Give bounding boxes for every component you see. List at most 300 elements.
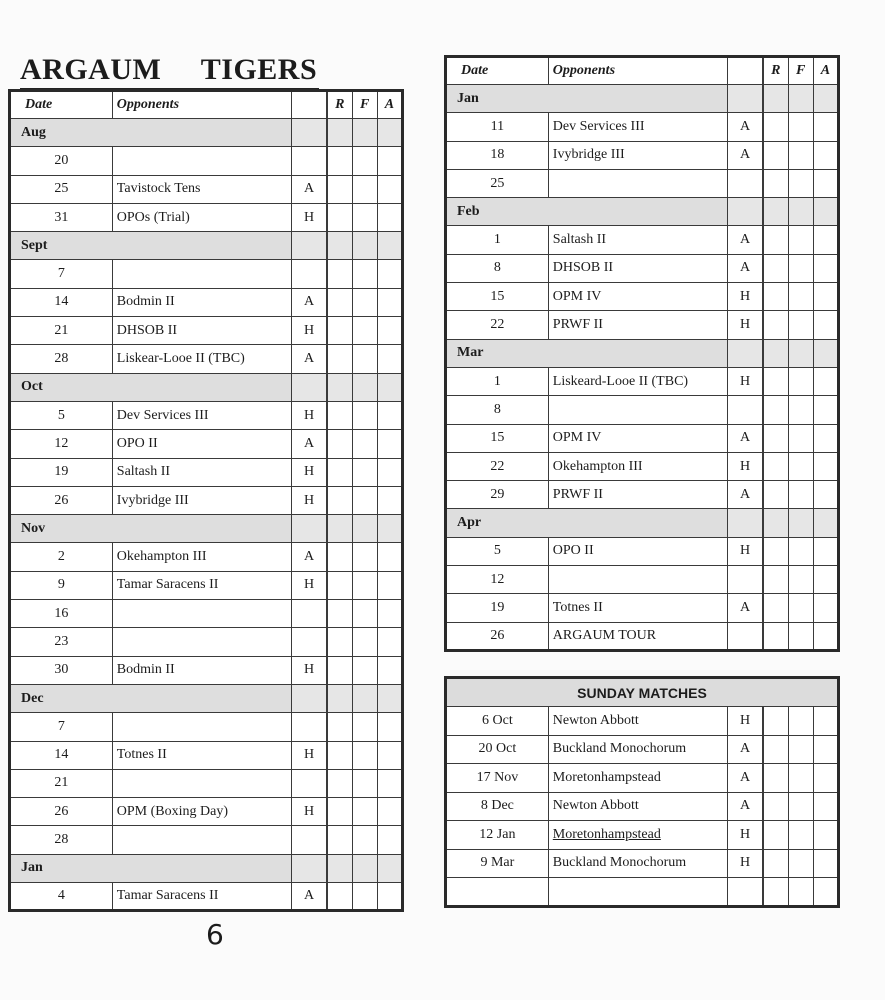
points-against-cell	[813, 226, 838, 254]
sunday-fixture-row	[446, 821, 839, 850]
fixture-venue: A	[728, 226, 763, 254]
month-label: Sept	[10, 232, 292, 260]
month-band	[788, 85, 813, 113]
points-for-cell	[788, 566, 813, 594]
month-label: Feb	[446, 198, 728, 226]
fixture-opponent	[548, 396, 727, 424]
month-row	[446, 198, 839, 226]
result-cell	[327, 345, 352, 373]
fixture-venue	[292, 260, 327, 288]
fixture-date: 26	[446, 622, 549, 650]
points-for-cell	[788, 283, 813, 311]
points-for-cell	[788, 849, 813, 878]
fixture-venue: A	[728, 113, 763, 141]
points-for-cell	[352, 628, 377, 656]
fixture-row	[10, 260, 403, 288]
venue-header	[728, 57, 763, 85]
fixture-date: 12	[10, 430, 113, 458]
fixture-row	[446, 424, 839, 452]
month-band	[292, 684, 327, 712]
sunday-venue: H	[728, 821, 763, 850]
month-band	[813, 85, 838, 113]
fixture-date: 19	[10, 458, 113, 486]
points-against-cell	[377, 203, 402, 231]
month-row	[10, 232, 403, 260]
fixtures-right-body	[446, 57, 839, 651]
fixture-opponent: OPM IV	[548, 283, 727, 311]
fixture-row	[10, 147, 403, 175]
fixture-venue: A	[728, 254, 763, 282]
points-against-cell	[813, 594, 838, 622]
fixture-opponent: Ivybridge III	[548, 141, 727, 169]
fixture-venue: H	[728, 537, 763, 565]
points-for-cell	[352, 260, 377, 288]
points-for-cell	[352, 203, 377, 231]
fixture-row	[10, 826, 403, 854]
points-against-cell	[377, 656, 402, 684]
month-band	[813, 198, 838, 226]
month-band	[377, 232, 402, 260]
fixture-opponent: Tamar Saracens II	[112, 571, 291, 599]
fixture-opponent	[548, 566, 727, 594]
sunday-opponent: Buckland Monochorum	[548, 849, 727, 878]
points-against-cell	[377, 769, 402, 797]
points-for-cell	[788, 226, 813, 254]
fixture-opponent: Bodmin II	[112, 288, 291, 316]
fixture-row	[446, 594, 839, 622]
points-for-cell	[352, 345, 377, 373]
header-row	[10, 91, 403, 119]
points-for-cell	[788, 878, 813, 907]
fixture-date: 7	[10, 713, 113, 741]
fixture-venue	[728, 396, 763, 424]
title-word-2: TIGERS	[200, 53, 318, 86]
points-for-cell	[788, 311, 813, 339]
points-for-cell	[788, 622, 813, 650]
result-cell	[327, 147, 352, 175]
result-cell	[763, 821, 788, 850]
points-for-cell	[788, 452, 813, 480]
r-header: R	[763, 57, 788, 85]
fixture-venue: H	[728, 367, 763, 395]
fixture-row	[10, 401, 403, 429]
sunday-venue: A	[728, 735, 763, 764]
points-against-cell	[813, 367, 838, 395]
fixture-row	[10, 203, 403, 231]
fixture-date: 15	[446, 424, 549, 452]
fixture-date: 9	[10, 571, 113, 599]
fixture-row	[10, 741, 403, 769]
points-for-cell	[352, 430, 377, 458]
fixture-opponent: Tamar Saracens II	[112, 883, 291, 911]
points-for-cell	[352, 486, 377, 514]
fixture-date: 26	[10, 798, 113, 826]
result-cell	[327, 486, 352, 514]
month-label: Oct	[10, 373, 292, 401]
fixture-row	[10, 430, 403, 458]
result-cell	[327, 260, 352, 288]
sunday-date: 6 Oct	[446, 707, 549, 736]
fixture-row	[10, 713, 403, 741]
month-label: Mar	[446, 339, 728, 367]
month-band	[377, 684, 402, 712]
points-for-cell	[788, 424, 813, 452]
result-cell	[763, 254, 788, 282]
fixture-opponent	[112, 600, 291, 628]
month-band	[292, 373, 327, 401]
points-against-cell	[813, 254, 838, 282]
sunday-matches-table	[444, 676, 840, 908]
fixture-opponent	[112, 713, 291, 741]
fixture-venue: A	[292, 288, 327, 316]
fixture-venue: H	[728, 452, 763, 480]
points-against-cell	[813, 849, 838, 878]
fixture-date: 22	[446, 452, 549, 480]
result-cell	[763, 113, 788, 141]
fixture-row	[10, 883, 403, 911]
fixtures-left-body	[10, 91, 403, 911]
month-band	[728, 509, 763, 537]
month-band	[352, 373, 377, 401]
f-header: F	[352, 91, 377, 119]
month-band	[788, 198, 813, 226]
result-cell	[327, 288, 352, 316]
fixture-opponent: Liskear-Looe II (TBC)	[112, 345, 291, 373]
points-against-cell	[377, 345, 402, 373]
fixture-row	[10, 543, 403, 571]
result-cell	[327, 571, 352, 599]
points-for-cell	[788, 169, 813, 197]
month-band	[377, 373, 402, 401]
result-cell	[763, 764, 788, 793]
result-cell	[763, 226, 788, 254]
points-for-cell	[352, 571, 377, 599]
fixture-venue: H	[292, 741, 327, 769]
sunday-date	[446, 878, 549, 907]
points-for-cell	[352, 543, 377, 571]
result-cell	[763, 594, 788, 622]
fixture-row	[446, 226, 839, 254]
points-for-cell	[352, 288, 377, 316]
result-cell	[763, 622, 788, 650]
sunday-opponent: Moretonhampstead	[548, 764, 727, 793]
points-for-cell	[352, 147, 377, 175]
fixture-row	[10, 288, 403, 316]
points-against-cell	[813, 452, 838, 480]
points-for-cell	[352, 600, 377, 628]
result-cell	[763, 707, 788, 736]
points-against-cell	[813, 764, 838, 793]
points-against-cell	[813, 113, 838, 141]
month-row	[10, 684, 403, 712]
month-band	[377, 854, 402, 882]
fixture-venue	[292, 628, 327, 656]
result-cell	[763, 792, 788, 821]
points-for-cell	[352, 317, 377, 345]
sunday-fixture-row	[446, 735, 839, 764]
points-against-cell	[813, 821, 838, 850]
fixture-opponent: Okehampton III	[548, 452, 727, 480]
fixture-date: 18	[446, 141, 549, 169]
points-for-cell	[788, 141, 813, 169]
fixture-venue: A	[292, 175, 327, 203]
month-band	[813, 339, 838, 367]
result-cell	[327, 741, 352, 769]
fixture-opponent	[548, 169, 727, 197]
points-for-cell	[788, 396, 813, 424]
month-band	[763, 339, 788, 367]
fixture-opponent: Okehampton III	[112, 543, 291, 571]
month-row	[10, 854, 403, 882]
points-for-cell	[352, 826, 377, 854]
month-band	[763, 85, 788, 113]
result-cell	[327, 798, 352, 826]
fixture-date: 11	[446, 113, 549, 141]
result-cell	[327, 175, 352, 203]
points-against-cell	[813, 481, 838, 509]
fixture-opponent: OPO II	[548, 537, 727, 565]
fixture-opponent: DHSOB II	[548, 254, 727, 282]
points-for-cell	[352, 175, 377, 203]
month-label: Jan	[446, 85, 728, 113]
fixture-row	[446, 622, 839, 650]
fixture-row	[10, 317, 403, 345]
title-word-1: ARGAUM	[20, 53, 162, 86]
fixture-date: 4	[10, 883, 113, 911]
month-label: Nov	[10, 515, 292, 543]
fixtures-table-left	[8, 89, 404, 912]
fixture-venue: H	[292, 798, 327, 826]
sunday-venue: A	[728, 792, 763, 821]
result-cell	[763, 735, 788, 764]
fixture-row	[446, 566, 839, 594]
points-against-cell	[813, 396, 838, 424]
points-for-cell	[352, 883, 377, 911]
result-cell	[763, 283, 788, 311]
fixtures-table-right	[444, 55, 840, 652]
points-against-cell	[377, 175, 402, 203]
fixture-venue: H	[292, 203, 327, 231]
fixture-date: 21	[10, 317, 113, 345]
points-against-cell	[377, 741, 402, 769]
sunday-opponent: Newton Abbott	[548, 707, 727, 736]
month-band	[352, 854, 377, 882]
fixture-venue: H	[292, 401, 327, 429]
fixture-venue: A	[292, 345, 327, 373]
fixture-opponent	[112, 147, 291, 175]
month-band	[352, 232, 377, 260]
fixture-venue: A	[292, 883, 327, 911]
result-cell	[327, 656, 352, 684]
points-for-cell	[352, 656, 377, 684]
fixture-venue: H	[292, 656, 327, 684]
month-label: Jan	[10, 854, 292, 882]
points-for-cell	[788, 792, 813, 821]
sunday-fixture-row	[446, 792, 839, 821]
fixture-opponent: Liskeard-Looe II (TBC)	[548, 367, 727, 395]
fixture-venue: H	[292, 458, 327, 486]
fixture-opponent: OPM (Boxing Day)	[112, 798, 291, 826]
points-against-cell	[377, 571, 402, 599]
result-cell	[327, 458, 352, 486]
fixture-row	[10, 656, 403, 684]
points-for-cell	[352, 401, 377, 429]
fixture-date: 7	[10, 260, 113, 288]
result-cell	[327, 430, 352, 458]
points-against-cell	[377, 543, 402, 571]
sunday-opponent	[548, 878, 727, 907]
month-row	[446, 339, 839, 367]
sunday-date: 12 Jan	[446, 821, 549, 850]
points-for-cell	[788, 764, 813, 793]
points-against-cell	[377, 826, 402, 854]
fixture-opponent	[112, 826, 291, 854]
points-for-cell	[788, 113, 813, 141]
fixture-row	[446, 537, 839, 565]
fixture-venue: H	[292, 317, 327, 345]
fixture-row	[446, 481, 839, 509]
sunday-date: 17 Nov	[446, 764, 549, 793]
sunday-date: 9 Mar	[446, 849, 549, 878]
fixture-date: 5	[10, 401, 113, 429]
month-row	[10, 373, 403, 401]
result-cell	[327, 317, 352, 345]
fixture-date: 1	[446, 367, 549, 395]
fixture-venue	[728, 566, 763, 594]
fixture-opponent: Dev Services III	[548, 113, 727, 141]
result-cell	[763, 424, 788, 452]
points-against-cell	[377, 288, 402, 316]
fixture-venue	[292, 769, 327, 797]
fixture-venue: A	[292, 430, 327, 458]
month-band	[292, 232, 327, 260]
month-band	[352, 119, 377, 147]
month-band	[377, 515, 402, 543]
page-number: 6	[206, 918, 224, 951]
fixture-venue: A	[728, 141, 763, 169]
month-band	[788, 509, 813, 537]
a-header: A	[377, 91, 402, 119]
month-row	[10, 119, 403, 147]
points-for-cell	[788, 735, 813, 764]
fixture-date: 23	[10, 628, 113, 656]
points-for-cell	[788, 537, 813, 565]
f-header: F	[788, 57, 813, 85]
fixture-opponent: PRWF II	[548, 481, 727, 509]
month-band	[813, 509, 838, 537]
fixture-venue: A	[292, 543, 327, 571]
fixture-row	[446, 113, 839, 141]
points-against-cell	[813, 311, 838, 339]
fixture-opponent: Tavistock Tens	[112, 175, 291, 203]
fixture-venue: H	[292, 571, 327, 599]
points-against-cell	[377, 628, 402, 656]
result-cell	[327, 203, 352, 231]
sunday-title: SUNDAY MATCHES	[446, 678, 839, 707]
fixture-opponent	[112, 628, 291, 656]
fixture-row	[10, 571, 403, 599]
fixture-opponent: Bodmin II	[112, 656, 291, 684]
fixture-date: 12	[446, 566, 549, 594]
sunday-date: 8 Dec	[446, 792, 549, 821]
month-band	[763, 198, 788, 226]
fixture-date: 8	[446, 254, 549, 282]
result-cell	[327, 600, 352, 628]
points-against-cell	[813, 792, 838, 821]
points-against-cell	[813, 622, 838, 650]
fixture-date: 2	[10, 543, 113, 571]
result-cell	[763, 481, 788, 509]
sunday-venue: A	[728, 764, 763, 793]
fixture-row	[446, 141, 839, 169]
points-against-cell	[377, 260, 402, 288]
month-band	[788, 339, 813, 367]
fixture-date: 14	[10, 288, 113, 316]
month-band	[352, 515, 377, 543]
points-for-cell	[352, 458, 377, 486]
result-cell	[327, 769, 352, 797]
points-against-cell	[377, 147, 402, 175]
fixture-venue	[728, 622, 763, 650]
points-against-cell	[813, 169, 838, 197]
sunday-venue: H	[728, 707, 763, 736]
fixture-row	[10, 345, 403, 373]
fixture-row	[446, 283, 839, 311]
fixture-row	[446, 367, 839, 395]
fixture-row	[446, 396, 839, 424]
points-against-cell	[813, 707, 838, 736]
fixture-date: 25	[10, 175, 113, 203]
fixture-date: 29	[446, 481, 549, 509]
result-cell	[763, 169, 788, 197]
fixture-venue: A	[728, 424, 763, 452]
month-label: Aug	[10, 119, 292, 147]
month-row	[10, 515, 403, 543]
opponents-header: Opponents	[112, 91, 291, 119]
month-label: Apr	[446, 509, 728, 537]
fixture-opponent: ARGAUM TOUR	[548, 622, 727, 650]
month-band	[292, 515, 327, 543]
fixture-venue	[292, 826, 327, 854]
fixture-row	[10, 769, 403, 797]
fixture-date: 16	[10, 600, 113, 628]
points-for-cell	[788, 367, 813, 395]
date-header: Date	[10, 91, 113, 119]
points-against-cell	[813, 141, 838, 169]
sunday-fixture-row	[446, 707, 839, 736]
fixture-opponent: Totnes II	[112, 741, 291, 769]
fixture-date: 20	[10, 147, 113, 175]
result-cell	[763, 141, 788, 169]
fixture-opponent: Saltash II	[548, 226, 727, 254]
points-against-cell	[813, 735, 838, 764]
points-for-cell	[788, 821, 813, 850]
fixture-venue	[292, 147, 327, 175]
fixture-opponent: OPM IV	[548, 424, 727, 452]
result-cell	[763, 566, 788, 594]
fixture-opponent: Saltash II	[112, 458, 291, 486]
result-cell	[763, 849, 788, 878]
month-band	[728, 339, 763, 367]
fixture-row	[10, 458, 403, 486]
points-against-cell	[377, 883, 402, 911]
points-against-cell	[377, 430, 402, 458]
sunday-title-row	[446, 678, 839, 707]
result-cell	[327, 713, 352, 741]
result-cell	[763, 367, 788, 395]
month-band	[352, 684, 377, 712]
points-against-cell	[813, 424, 838, 452]
